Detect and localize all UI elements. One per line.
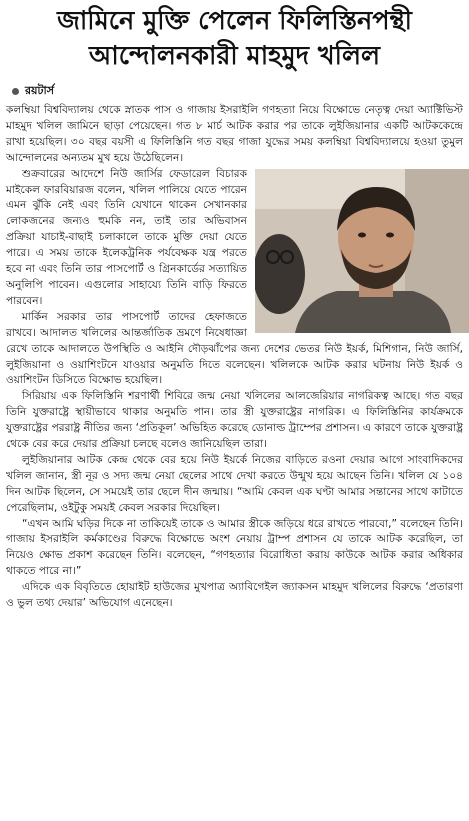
paragraph-3: মার্কিন সরকার তার পাসপোর্ট তাদের হেফাজতে রাখবে। আদালত খলিলের আন্তর্জাতিক ভ্রমণে নিষেধাজ্ঞা রেখে তাকে আদালতে উপস্থিতি ও আইনি দৌড়ঝাঁপের জন্য দেশের ভেতর নিউ ইয়র্ক, মিশিগান, নিউ জার্সি, লুইজিয়ানা ও ওয়াশিংটনে যাওয়ার অনুমতি দিতে বলেছেন। খলিলকে আটক করার ঘটনায় নিউ ইয়র্ক ও ওয়াশিংটন ডিসিতে বিক্ষোভ হয়েছিল।	[6, 310, 463, 387]
paragraph-4: সিরিয়ায় এক ফিলিস্তিনি শরণার্থী শিবিরে জন্ম নেয়া খলিলের আলজেরিয়ার নাগরিকত্ব আছে। গত বছর তিনি যুক্তরাষ্ট্রে স্থায়ীভাবে থাকার অনুমতি পান। তার স্ত্রী যুক্তরাষ্ট্রের নাগরিক। এ ফিলিস্তিনির কার্যক্রমকে যুক্তরাষ্ট্রের পররাষ্ট্র নীতির জন্য ‘প্রতিকূল’ অভিহিত করেছে ডোনাল্ড ট্রাম্পের প্রশাসন। এ কারণে তাকে যুক্তরাষ্ট্র থেকে বের করে দেয়ার প্রক্রিয়া চলছে বলেও জানিয়েছিল তারা।	[6, 390, 463, 451]
source-name: রয়টার্স	[25, 84, 54, 97]
headline	[6, 4, 463, 74]
headline-line-2: আন্দোলনকারী মাহমুদ খলিল	[89, 41, 380, 71]
photo-mahmoud-khalil	[255, 169, 469, 333]
paragraph-6: “এখন আমি ঘড়ির দিকে না তাকিয়েই তাকে ও আমার স্ত্রীকে জড়িয়ে ধরে রাখতে পারবো,” বলেছেন তিনি। গাজায় ইসরাইলি কর্মকাণ্ডের বিরুদ্ধে বিক্ষোভে অংশ নেয়ায় ট্রাম্প প্রশাসন যে তাকে আটক করেছিল, তা নিয়েও ক্ষোভ প্রকাশ করেছেন তিনি। বলেছেন, “গণহত্যার বিরোধিতা করায় কাউকে আটক করার অধিকার থাকতে পারে না।”	[6, 517, 463, 578]
paragraph-5: লুইজিয়ানার আটক কেন্দ্র থেকে বের হয়ে নিউ ইয়র্কে নিজের বাড়িতে রওনা দেয়ার আগে সাংবাদিকদের খলিল জানান, স্ত্রী নূর ও সদ্য জন্ম নেয়া ছেলের সাথে দেখা করতে উন্মুখ হয়ে আছেন তিনি। খলিল যে ১০৪ দিন আটক ছিলেন, সে সময়েই তার ছেলে দীন জন্মায়। “আমি কেবল এক ঘণ্টা আমার সন্তানের সাথে কাটাতে পেরেছিলাম, ওইটুকু সময়ই কেবল সরকার দিয়েছিল।	[6, 453, 463, 514]
article-body	[6, 103, 463, 612]
paragraph-2: শুক্রবারের আদেশে নিউ জার্সির ফেডারেল বিচারক মাইকেল ফারবিয়ারজ বলেন, খলিল পালিয়ে যেতে পারেন এমন ঝুঁকি নেই এবং তিনি যেখানে থাকেন সেখানকার লোকজনের জন্যও হুমকি নন, তাই তার অভিবাসন প্রক্রিয়া যাচাই-বাছাই চলাকালে তাকে মুক্তি দেয়া যেতে পারে। এ সময় তাকে ইলেকট্রনিক পর্যবেক্ষক যন্ত্র পরতে হবে না এবং তিনি তার পাসপোর্ট ও গ্রিনকার্ডের সত্যায়িত অনুলিপি পাবেন। এগুলোর সাহায্যে তিনি বাড়ি ফিরতে পারবেন।	[6, 167, 247, 307]
headline-line-1: জামিনে মুক্তি পেলেন ফিলিস্তিনপন্থী	[57, 6, 412, 36]
newspaper-clipping	[0, 4, 469, 821]
paragraph-7: এদিকে এক বিবৃতিতে হোয়াইট হাউজের মুখপাত্র অ্যাবিগেইল জ্যাকসন মাহমুদ খলিলের বিরুদ্ধে ‘প্রতারণা ও ভুল তথ্য দেয়ার’ অভিযোগ এনেছেন।	[6, 581, 463, 610]
bullet-icon	[12, 88, 19, 95]
byline	[12, 82, 463, 101]
paragraph-1: কলম্বিয়া বিশ্ববিদ্যালয় থেকে স্নাতক পাস ও গাজায় ইসরাইলি গণহত্যা নিয়ে বিক্ষোভে নেতৃত্ব দেয়া অ্যাক্টিভিস্ট মাহমুদ খলিল জামিনে ছাড়া পেয়েছেন। গত ৮ মার্চ আটক করার পর তাকে লুইজিয়ানার একটি আটককেন্দ্রে রাখা হয়েছিল। ৩০ বছর বয়সী এ ফিলিস্তিনি গত বছর গাজা যুদ্ধের সময় কলম্বিয়া বিশ্ববিদ্যালয়ে হওয়া তুমুল আন্দোলনের অন্যতম মুখ হয়ে উঠেছিলেন।	[6, 104, 463, 164]
